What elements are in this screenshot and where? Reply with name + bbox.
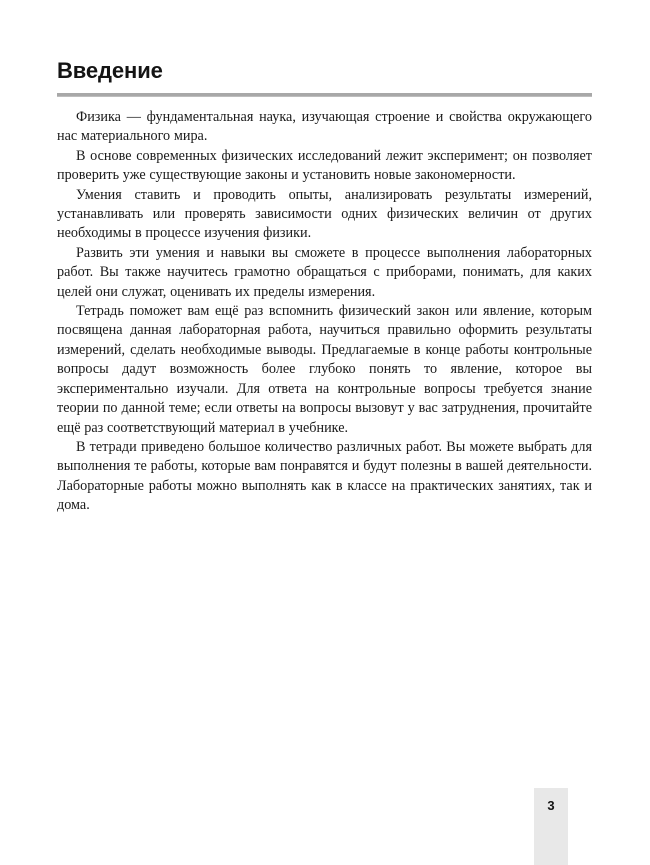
page-title: Введение — [57, 58, 163, 83]
paragraph: В основе современных физических исследований лежит эксперимент; он позволяет проверить уже существующие законы и установить новые закономерности. — [57, 147, 592, 184]
body-text-block — [57, 108, 592, 516]
heading-block — [57, 58, 592, 97]
paragraph: Физика — фундаментальная наука, изучающая строение и свойства окружающего нас материального мира. — [57, 109, 592, 145]
page-number: 3 — [547, 798, 555, 813]
paragraph: Развить эти умения и навыки вы сможете в процессе выполнения лабораторных работ. Вы также научитесь грамотно обращаться с приборами, понимать, для каких целей они служат, оценивать их пределы измерения. — [57, 244, 592, 300]
paragraph: Тетрадь поможет вам ещё раз вспомнить физический закон или явление, которым посвящена данная лабораторная работа, научиться правильно оформить результаты измерений, сделать необходимые выводы. Предлагаемые в конце работы контрольные вопросы дадут возможность более глубоко понять то явление, которое вы экспериментально изучали. Для ответа на контрольные вопросы требуется знание теории по данной теме; если ответы на вопросы вызовут у вас затруднения, прочитайте ещё раз соответствующий материал в учебнике. — [57, 303, 592, 436]
paragraph: Умения ставить и проводить опыты, анализировать результаты измерений, устанавливать или проверять зависимости одних физических величин от других необходимы в процессе изучения физики. — [57, 186, 592, 242]
paragraph: В тетради приведено большое количество различных работ. Вы можете выбрать для выполнения те работы, которые вам понравятся и будут полезны в вашей деятельности. Лабораторные работы можно выполнять как в классе на практических занятиях, так и дома. — [57, 438, 592, 514]
page-number-strip — [534, 788, 568, 865]
title-divider — [57, 93, 592, 97]
